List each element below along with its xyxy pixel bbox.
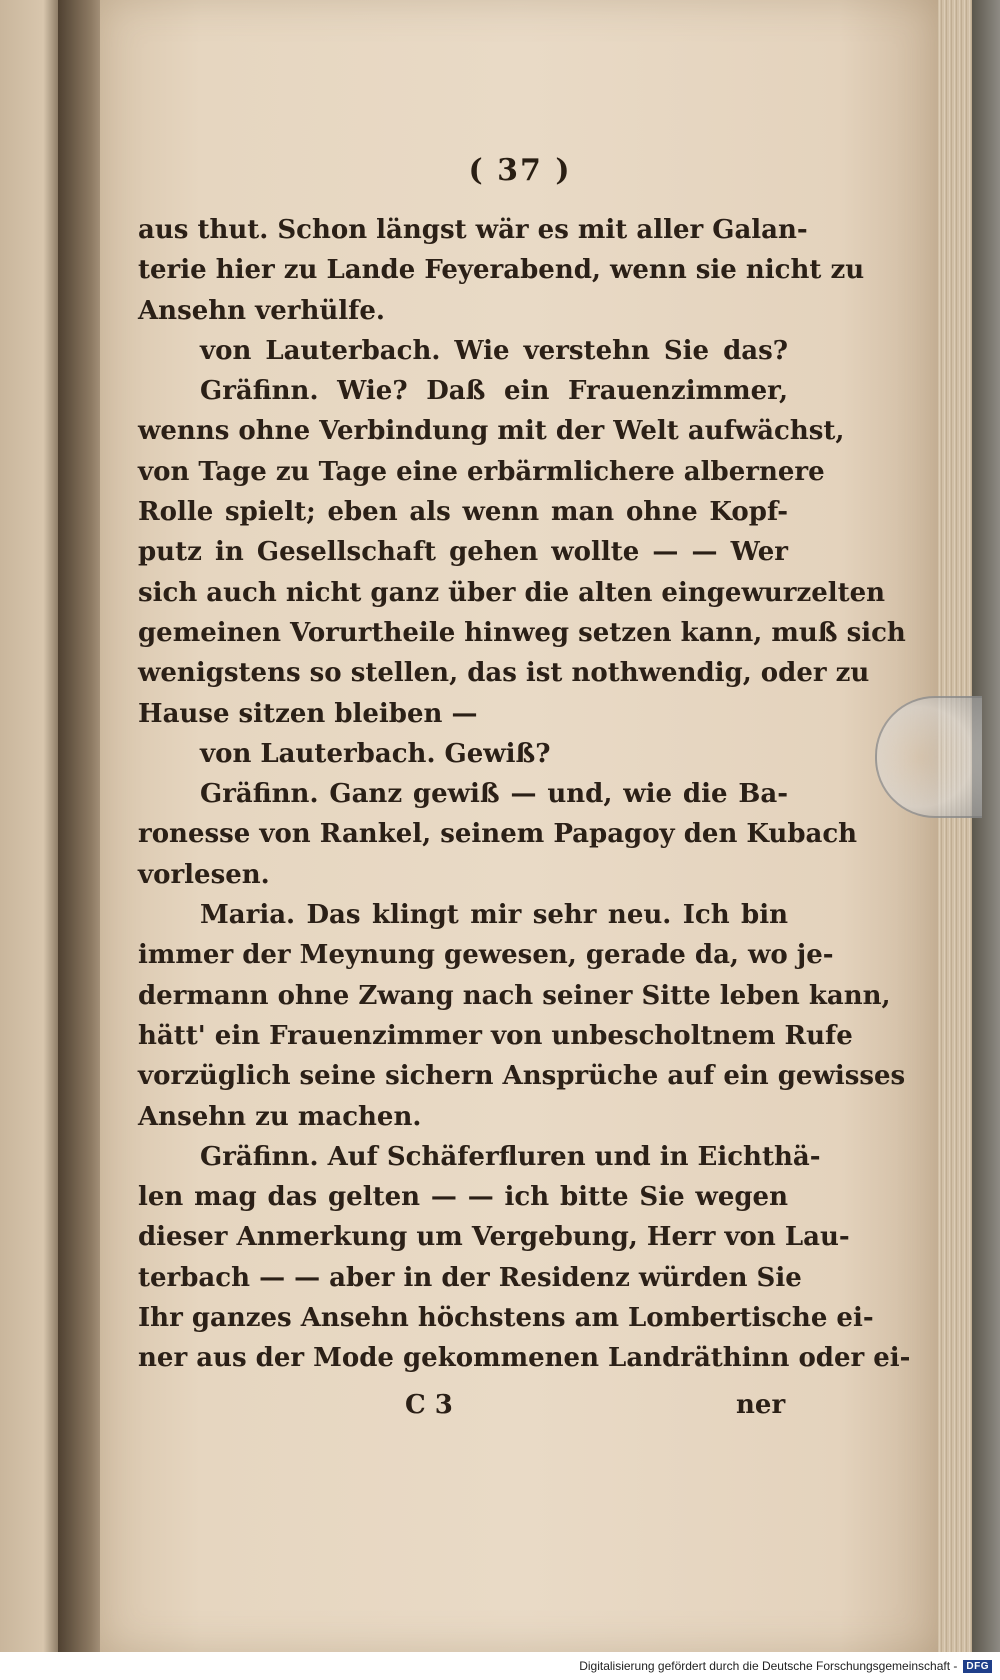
page-number: ( 37 ) bbox=[468, 152, 572, 188]
facing-page-edge bbox=[0, 0, 62, 1652]
text-line: Ansehn verhülfe. bbox=[138, 295, 385, 326]
text-line: wenns ohne Verbindung mit der Welt aufwächst, bbox=[138, 416, 845, 447]
catchword: ner bbox=[736, 1390, 786, 1420]
text-line: Hause sitzen bleiben — bbox=[138, 698, 478, 729]
text-line: vorlesen. bbox=[138, 859, 270, 890]
text-line: aus thut. Schon längst wär es mit aller Galan- bbox=[138, 215, 808, 245]
speaker-line: Gräfinn. Auf Schäferfluren und in Eichthä- bbox=[200, 1141, 821, 1172]
text-line: wenigstens so stellen, das ist nothwendig, oder zu bbox=[138, 658, 870, 689]
text-line: terie hier zu Lande Feyerabend, wenn sie nicht zu bbox=[138, 255, 865, 286]
page-edges bbox=[938, 0, 972, 1652]
page-clip bbox=[875, 696, 982, 818]
text-line: Ansehn zu machen. bbox=[138, 1101, 422, 1132]
credit-bar bbox=[0, 1652, 1000, 1680]
text-line: von Tage zu Tage eine erbärmlichere albernere bbox=[138, 456, 825, 487]
speaker-line: von Lauterbach. Gewiß? bbox=[200, 738, 551, 769]
credit-text: Digitalisierung gefördert durch die Deutsche Forschungsgemeinschaft - bbox=[579, 1659, 958, 1673]
book-shadow bbox=[972, 0, 1000, 1652]
text-line: ner aus der Mode gekommenen Landräthinn oder ei- bbox=[138, 1343, 911, 1374]
text-line: dermann ohne Zwang nach seiner Sitte leben kann, bbox=[138, 980, 891, 1011]
dfg-logo: DFG bbox=[963, 1660, 992, 1673]
text-line: gemeinen Vorurtheile hinweg setzen kann, muß sich bbox=[138, 617, 906, 648]
text-line: ronesse von Rankel, seinem Papagoy den Kubach bbox=[138, 819, 858, 850]
body-text bbox=[138, 210, 911, 1379]
signature-mark: C 3 bbox=[405, 1390, 453, 1420]
text-line: hätt' ein Frauenzimmer von unbescholtnem Rufe bbox=[138, 1020, 853, 1051]
speaker-line: Maria. Das klingt mir sehr neu. Ich bin bbox=[200, 900, 788, 931]
text-line: sich auch nicht ganz über die alten eingewurzelten bbox=[138, 577, 886, 608]
text-line: dieser Anmerkung um Vergebung, Herr von Lau- bbox=[138, 1222, 850, 1253]
speaker-line: Gräfinn. Wie? Daß ein Frauenzimmer, bbox=[200, 376, 788, 407]
speaker-line: Gräfinn. Ganz gewiß — und, wie die Ba- bbox=[200, 779, 788, 810]
text-line: vorzüglich seine sichern Ansprüche auf ein gewisses bbox=[138, 1061, 906, 1092]
text-line: terbach — — aber in der Residenz würden Sie bbox=[138, 1262, 802, 1293]
text-line: Rolle spielt; eben als wenn man ohne Kopf- bbox=[138, 497, 788, 528]
text-line: immer der Meynung gewesen, gerade da, wo je- bbox=[138, 940, 834, 971]
text-line: putz in Gesellschaft gehen wollte — — Wer bbox=[138, 537, 788, 568]
text-line: len mag das gelten — — ich bitte Sie wegen bbox=[138, 1182, 788, 1213]
speaker-line: von Lauterbach. Wie verstehn Sie das? bbox=[200, 335, 788, 366]
text-line: Ihr ganzes Ansehn höchstens am Lombertische ei- bbox=[138, 1303, 874, 1334]
